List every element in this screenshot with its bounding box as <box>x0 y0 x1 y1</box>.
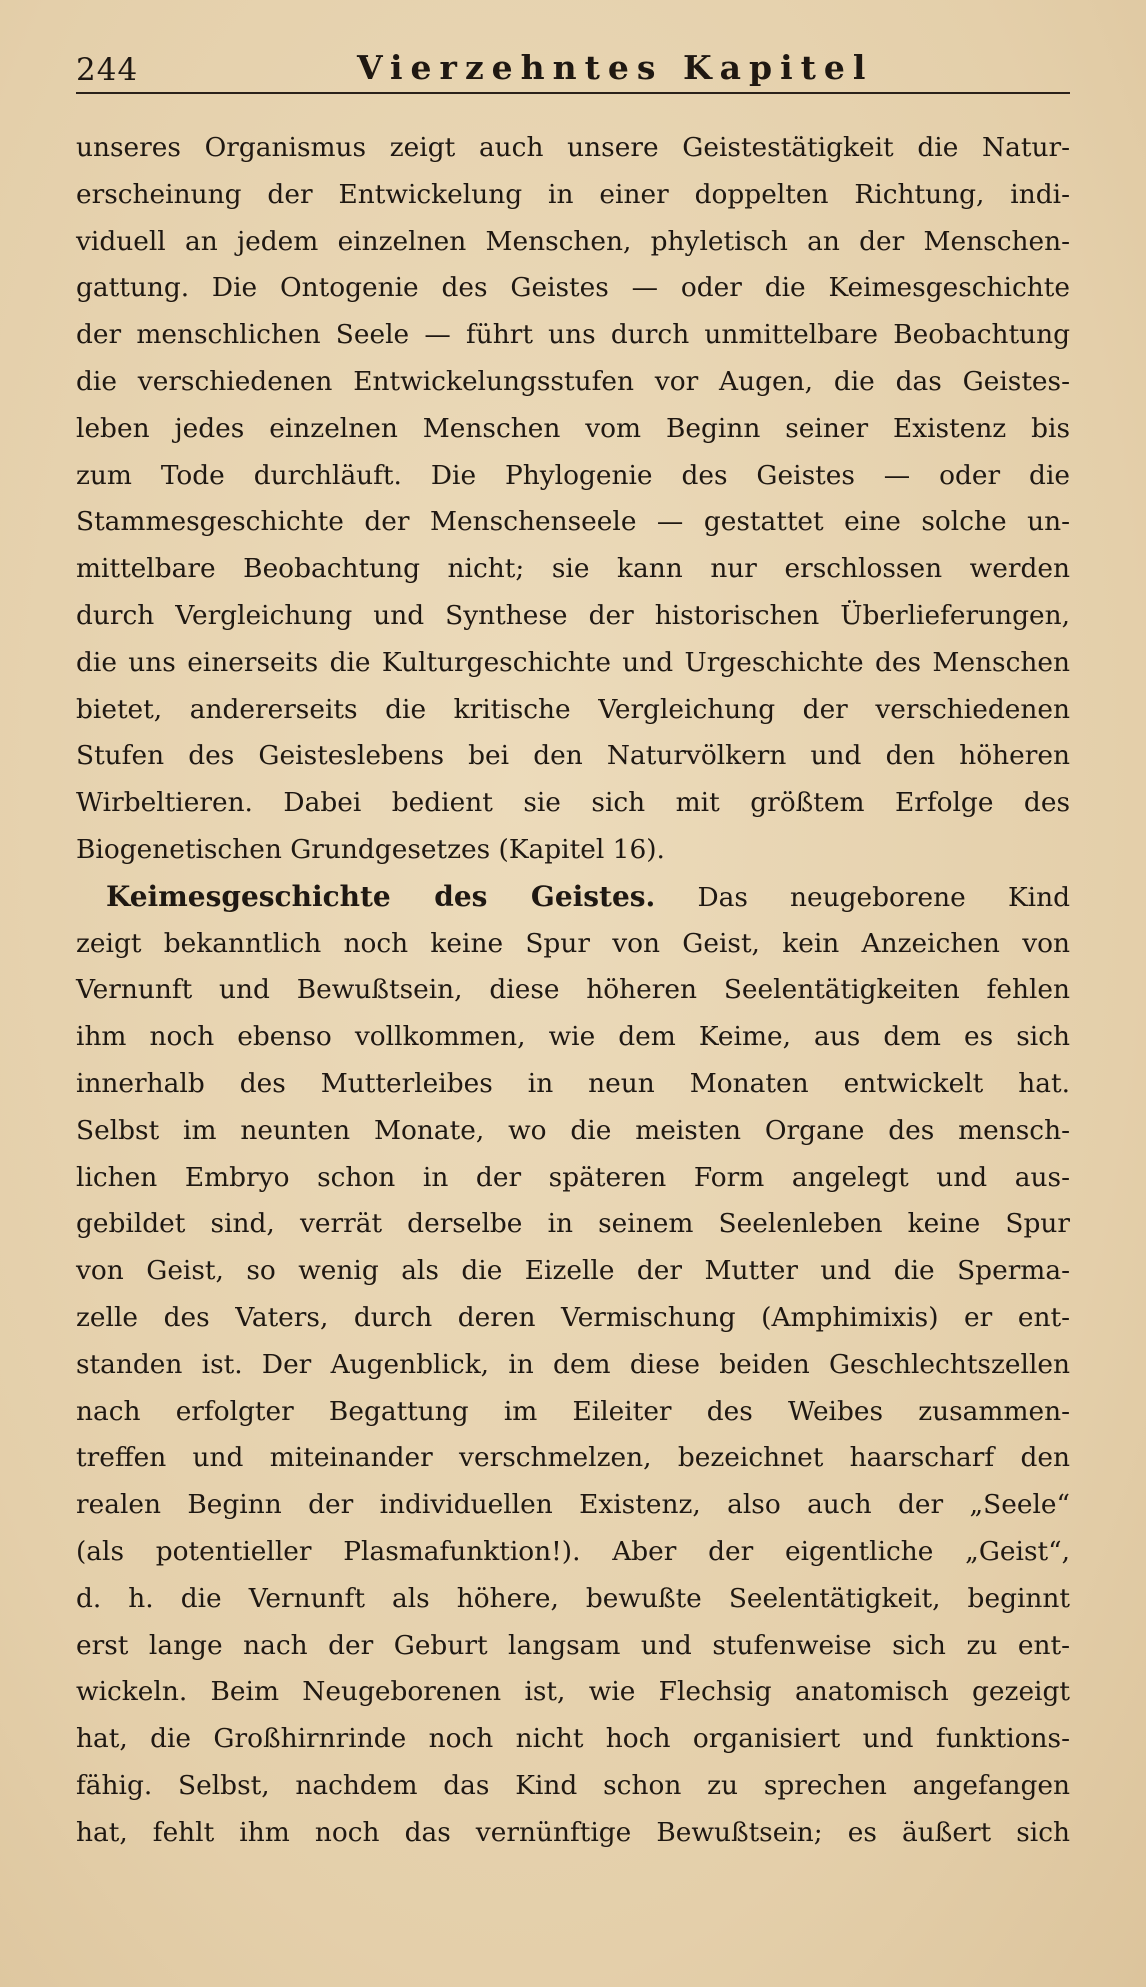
text-line: der menschlichen Seele — führt uns durch unmittelbare Beobachtung <box>76 319 1070 351</box>
text-line: die uns einerseits die Kulturgeschichte und Urgeschichte des Menschen <box>76 646 1070 678</box>
running-head: Vierzehntes Kapitel <box>357 48 874 87</box>
page-number: 244 <box>76 52 139 88</box>
text-line: lichen Embryo schon in der späteren Form angelegt und aus- <box>76 1161 1070 1193</box>
text-line: mittelbare Beobachtung nicht; sie kann nur erschlossen werden <box>76 553 1070 585</box>
page-header <box>76 42 1070 94</box>
text-line: Vernunft und Bewußtsein, diese höheren Seelentätigkeiten fehlen <box>76 974 1070 1006</box>
text-line: (als potentieller Plasmafunktion!). Aber der eigentliche „Geist“, <box>76 1535 1070 1567</box>
text-line: Selbst im neunten Monate, wo die meisten Organe des mensch- <box>76 1114 1070 1146</box>
section-heading: Keimesgeschichte des Geistes. <box>106 879 656 913</box>
text-line: innerhalb des Mutterleibes in neun Monaten entwickelt hat. <box>76 1067 1070 1099</box>
text-line: wickeln. Beim Neugeborenen ist, wie Flechsig anatomisch gezeigt <box>76 1676 1070 1708</box>
heading-line-text: Das neugeborene Kind <box>697 881 1070 913</box>
text-line: realen Beginn der individuellen Existenz, also auch der „Seele“ <box>76 1489 1070 1521</box>
text-line: erst lange nach der Geburt langsam und stufenweise sich zu ent- <box>76 1629 1070 1661</box>
paragraph <box>76 125 1070 874</box>
text-line: erscheinung der Entwickelung in einer doppelten Richtung, indi- <box>76 178 1070 210</box>
text-line: treffen und miteinander verschmelzen, bezeichnet haarscharf den <box>76 1442 1070 1474</box>
text-line: zelle des Vaters, durch deren Vermischung (Amphimixis) er ent- <box>76 1301 1070 1333</box>
text-line: zum Tode durchläuft. Die Phylogenie des Geistes — oder die <box>76 459 1070 491</box>
text-line: Stufen des Geisteslebens bei den Naturvölkern und den höheren <box>76 740 1070 772</box>
text-line: nach erfolgter Begattung im Eileiter des Weibes zusammen- <box>76 1395 1070 1427</box>
text-line: bietet, andererseits die kritische Vergleichung der verschiedenen <box>76 693 1070 725</box>
text-line: fähig. Selbst, nachdem das Kind schon zu sprechen angefangen <box>76 1769 1070 1801</box>
text-line: Stammesgeschichte der Menschenseele — gestattet eine solche un- <box>76 506 1070 538</box>
text-line: zeigt bekanntlich noch keine Spur von Geist, kein Anzeichen von <box>76 927 1070 959</box>
text-line: durch Vergleichung und Synthese der historischen Überlieferungen, <box>76 599 1070 631</box>
text-line: leben jedes einzelnen Menschen vom Beginn seiner Existenz bis <box>76 412 1070 444</box>
text-line: gattung. Die Ontogenie des Geistes — oder die Keimesgeschichte <box>76 272 1070 304</box>
text-line: ihm noch ebenso vollkommen, wie dem Keime, aus dem es sich <box>76 1021 1070 1053</box>
text-line: Wirbeltieren. Dabei bedient sie sich mit größtem Erfolge des <box>76 787 1070 819</box>
text-line: viduell an jedem einzelnen Menschen, phyletisch an der Menschen- <box>76 225 1070 257</box>
body-text <box>76 125 1070 1856</box>
text-line: hat, fehlt ihm noch das vernünftige Bewußtsein; es äußert sich <box>76 1816 1070 1848</box>
text-line <box>76 874 1070 921</box>
text-line: Biogenetischen Grundgesetzes (Kapitel 16). <box>76 833 665 865</box>
text-line: gebildet sind, verrät derselbe in seinem Seelenleben keine Spur <box>76 1208 1070 1240</box>
text-line: von Geist, so wenig als die Eizelle der Mutter und die Sperma- <box>76 1255 1070 1287</box>
text-line: standen ist. Der Augenblick, in dem diese beiden Geschlechtszellen <box>76 1348 1070 1380</box>
paragraph <box>76 874 1070 1857</box>
text-line: die verschiedenen Entwickelungsstufen vor Augen, die das Geistes- <box>76 365 1070 397</box>
text-line: hat, die Großhirnrinde noch nicht hoch organisiert und funktions- <box>76 1723 1070 1755</box>
text-line: unseres Organismus zeigt auch unsere Geistestätigkeit die Natur- <box>76 132 1070 163</box>
text-line: d. h. die Vernunft als höhere, bewußte Seelentätigkeit, beginnt <box>76 1582 1070 1614</box>
header-rule <box>76 92 1070 94</box>
